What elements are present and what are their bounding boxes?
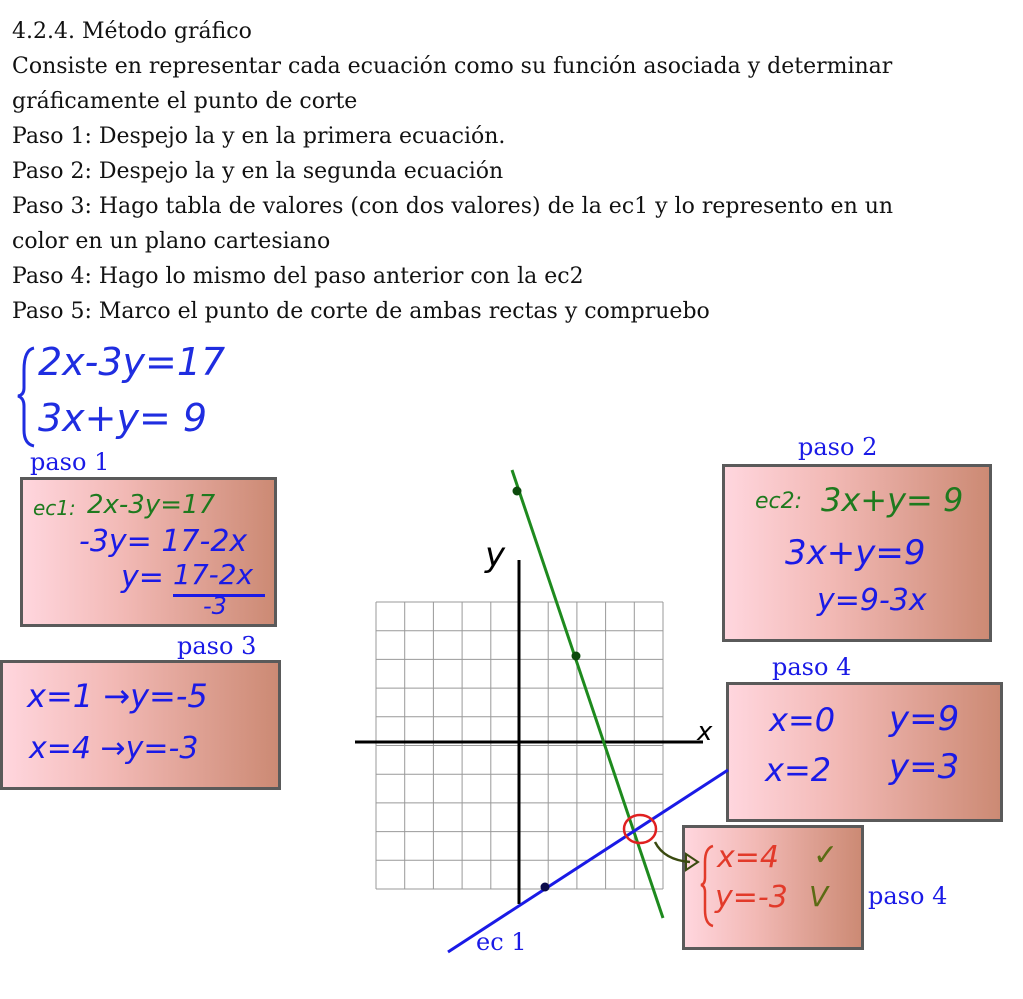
box1-eq: 2x-3y=17 xyxy=(87,490,216,520)
paso3-line: Paso 3: Hago tabla de valores (con dos valores) de la ec1 y lo represento en un xyxy=(12,194,894,219)
paso5-line: Paso 5: Marco el punto de corte de ambas rectas y compruebo xyxy=(12,299,710,324)
paso1-label: paso 1 xyxy=(30,448,110,476)
box4-row1-x: x=0 xyxy=(769,701,836,739)
y-axis-label: y xyxy=(485,535,506,575)
paragraph-line: gráficamente el punto de corte xyxy=(12,89,358,114)
check-x: x=4 xyxy=(717,840,779,875)
box2-eq: 3x+y= 9 xyxy=(821,481,964,519)
paso4-label-bottom: paso 4 xyxy=(868,882,948,910)
ec1-label: ec 1 xyxy=(476,928,527,956)
paso2-line: Paso 2: Despejo la y en la segunda ecuación xyxy=(12,159,504,184)
box4-row2-y: y=3 xyxy=(889,747,960,787)
paso4-line: Paso 4: Hago lo mismo del paso anterior con la ec2 xyxy=(12,264,584,289)
system-eq1: 2x-3y=17 xyxy=(38,340,226,384)
intersection-circle xyxy=(624,815,656,843)
arrow-icon xyxy=(655,842,690,862)
check-y: y=-3 xyxy=(715,880,788,915)
ec1-point xyxy=(541,883,550,892)
box4-row1-y: y=9 xyxy=(889,699,960,739)
ec2-point xyxy=(572,652,581,661)
box1-line3-lhs: y= xyxy=(121,560,164,595)
box1-numerator: 17-2x xyxy=(173,558,254,591)
box2-prefix: ec2: xyxy=(755,489,803,514)
ec2-point xyxy=(513,487,522,496)
ec2-line xyxy=(512,470,663,918)
box4-row2-x: x=2 xyxy=(765,751,832,789)
paso2-label: paso 2 xyxy=(798,433,878,461)
x-axis-label: x xyxy=(697,717,713,747)
box1-prefix: ec1: xyxy=(33,496,76,520)
box3-row2: x=4 →y=-3 xyxy=(29,731,199,766)
box3-row1: x=1 →y=-5 xyxy=(27,677,208,715)
box1-denominator: -3 xyxy=(203,592,227,620)
section-heading: 4.2.4. Método gráfico xyxy=(12,19,252,44)
paso1-line: Paso 1: Despejo la y en la primera ecuación. xyxy=(12,124,506,149)
paragraph-line: Consiste en representar cada ecuación como su función asociada y determinar xyxy=(12,54,893,79)
check-mark-icon: V xyxy=(809,880,829,913)
paso3-label: paso 3 xyxy=(177,632,257,660)
system-eq2: 3x+y= 9 xyxy=(38,396,208,440)
box2-line3: y=9-3x xyxy=(817,583,927,618)
check-mark-icon: ✓ xyxy=(813,838,839,873)
paso3-line-cont: color en un plano cartesiano xyxy=(12,229,331,254)
box2-line2: 3x+y=9 xyxy=(785,533,926,573)
paso4-label-top: paso 4 xyxy=(772,653,852,681)
box1-line2: -3y= 17-2x xyxy=(79,524,248,559)
